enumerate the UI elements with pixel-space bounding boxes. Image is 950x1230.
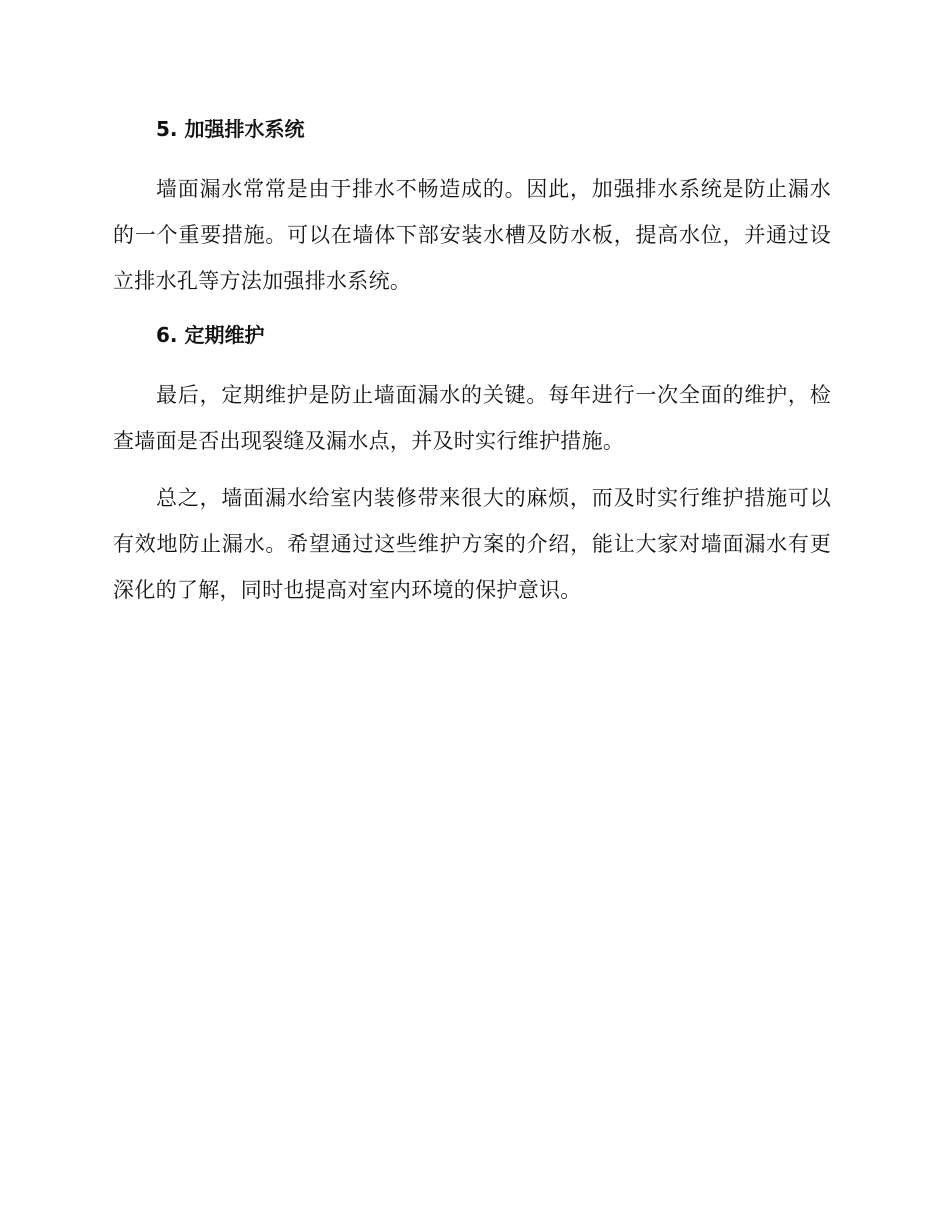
document-body	[113, 113, 831, 613]
section-heading-maintenance: 6. 定期维护	[156, 323, 265, 347]
section-paragraph-drainage: 墙面漏水常常是由于排水不畅造成的。因此，加强排水系统是防止漏水的一个重要措施。可以在墙体下部安装水槽及防水板，提高水位，并通过设立排水孔等方法加强排水系统。	[113, 177, 831, 293]
section-paragraph-maintenance: 最后，定期维护是防止墙面漏水的关键。每年进行一次全面的维护，检查墙面是否出现裂缝及漏水点，并及时实行维护措施。	[113, 383, 831, 453]
conclusion-paragraph: 总之，墙面漏水给室内装修带来很大的麻烦，而及时实行维护措施可以有效地防止漏水。希望通过这些维护方案的介绍，能让大家对墙面漏水有更深化的了解，同时也提高对室内环境的保护意识。	[113, 486, 831, 602]
section-heading-drainage: 5. 加强排水系统	[156, 117, 305, 141]
